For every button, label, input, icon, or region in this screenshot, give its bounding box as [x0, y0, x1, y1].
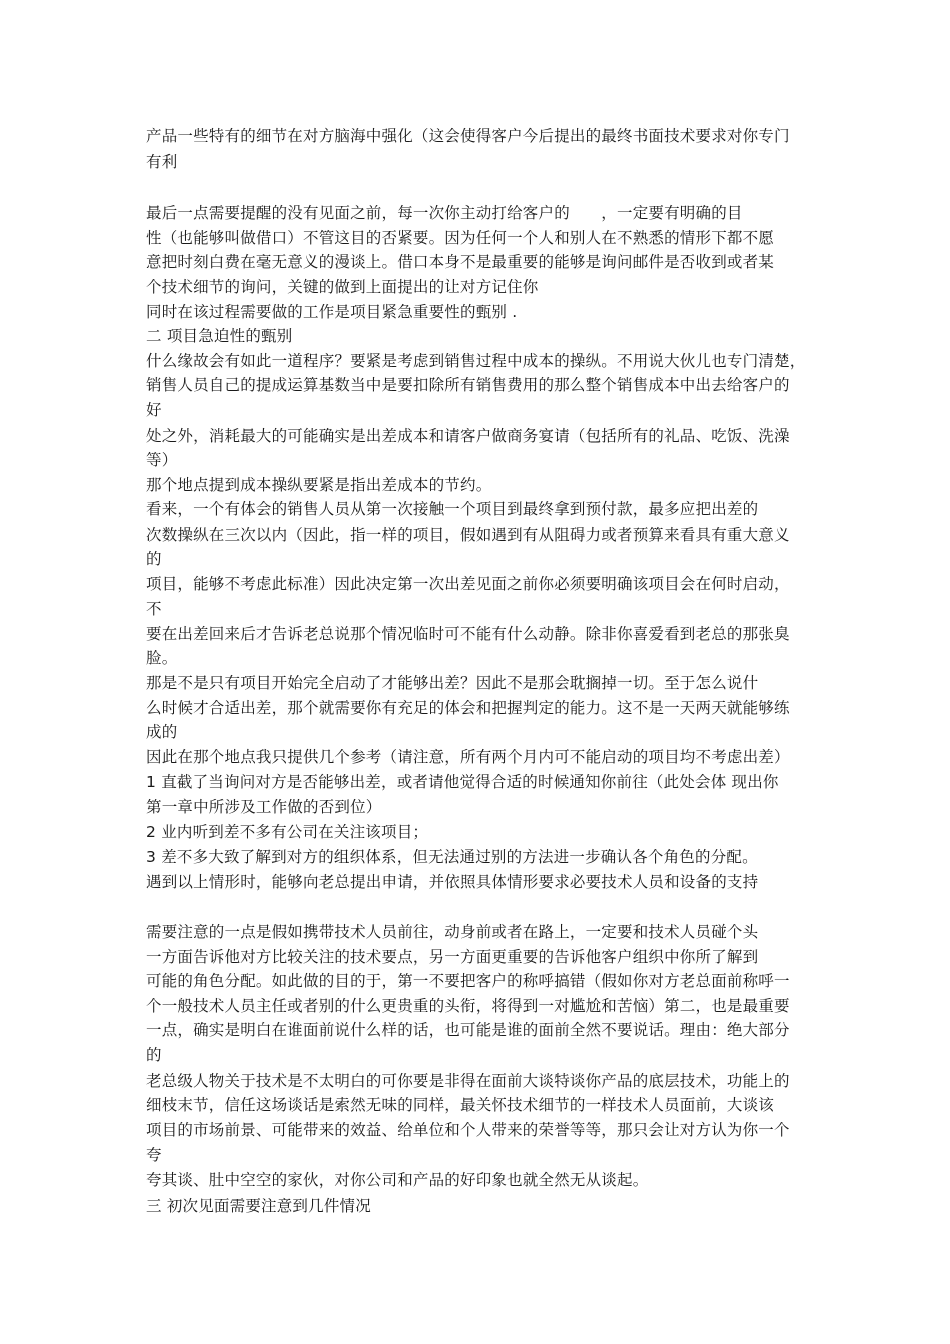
section-heading: 三 初次见面需要注意到几件情况 [146, 1197, 371, 1215]
text-line: 一点，确实是明白在谁面前说什么样的话，也可能是谁的面前全然不要说话。理由：绝大部分 [146, 1021, 790, 1039]
text-line: 不 [146, 600, 162, 618]
text-line: 什么缘故会有如此一道程序？要紧是考虑到销售过程中成本的操纵。不用说大伙儿也专门清楚， [146, 352, 806, 370]
text-line: 么时候才合适出差，那个就需要你有充足的体会和把握判定的能力。这不是一天两天就能够练 [146, 699, 790, 717]
text-line: 看来，一个有体会的销售人员从第一次接触一个项目到最终拿到预付款，最多应把出差的 [146, 500, 759, 518]
text-line: 需要注意的一点是假如携带技术人员前往，动身前或者在路上，一定要和技术人员碰个头 [146, 923, 759, 941]
text-line: 一方面告诉他对方比较关注的技术要点，另一方面更重要的告诉他客户组织中你所了解到 [146, 948, 759, 966]
list-item: 2 业内听到差不多有公司在关注该项目； [146, 823, 429, 841]
text-line: 同时在该过程需要做的工作是项目紧急重要性的甄别 . [146, 303, 518, 321]
text-line: 等） [146, 451, 178, 469]
text-line: 因此在那个地点我只提供几个参考（请注意，所有两个月内可不能启动的项目均不考虑出差） [146, 748, 790, 766]
text-line: 脸。 [146, 649, 178, 667]
text-line: 夸其谈、肚中空空的家伙，对你公司和产品的好印象也就全然无从谈起。 [146, 1171, 649, 1189]
text-line: 可能的角色分配。如此做的目的于，第一不要把客户的称呼搞错（假如你对方老总面前称呼一 [146, 972, 790, 990]
text-line: 的 [146, 550, 162, 568]
text-line: 意把时刻白费在毫无意义的漫谈上。借口本身不是最重要的能够是询问邮件是否收到或者某 [146, 253, 775, 271]
text-line: 成的 [146, 723, 178, 741]
text-line: 最后一点需要提醒的没有见面之前，每一次你主动打给客户的 ，一定要有明确的目 [146, 204, 743, 222]
text-line: 销售人员自己的提成运算基数当中是要扣除所有销售费用的那么整个销售成本中出去给客户的 [146, 376, 790, 394]
list-item: 1 直截了当询问对方是否能够出差，或者请他觉得合适的时候通知你前往（此处会体 现出你 [146, 773, 779, 791]
text-line: 项目的市场前景、可能带来的效益、给单位和个人带来的荣誉等等，那只会让对方认为你一个 [146, 1121, 790, 1139]
list-item: 3 差不多大致了解到对方的组织体系，但无法通过别的方法进一步确认各个角色的分配。 [146, 848, 758, 866]
text-line: 处之外，消耗最大的可能确实是出差成本和请客户做商务宴请（包括所有的礼品、吃饭、洗澡 [146, 427, 790, 445]
text-line: 有利 [146, 153, 178, 171]
section-heading: 二 项目急迫性的甄别 [146, 327, 293, 345]
text-line: 那个地点提到成本操纵要紧是指出差成本的节约。 [146, 476, 492, 494]
text-line: 第一章中所涉及工作做的否到位） [146, 798, 382, 816]
text-line: 好 [146, 401, 162, 419]
text-line: 夸 [146, 1146, 162, 1164]
text-line: 个技术细节的询问，关键的做到上面提出的让对方记住你 [146, 278, 539, 296]
text-line: 项目，能够不考虑此标准）因此决定第一次出差见面之前你必须要明确该项目会在何时启动， [146, 575, 790, 593]
text-line: 性（也能够叫做借口）不管这目的否紧要。因为任何一个人和别人在不熟悉的情形下都不愿 [146, 229, 775, 247]
text-line: 那是不是只有项目开始完全启动了才能够出差？因此不是那会耽搁掉一切。至于怎么说什 [146, 674, 759, 692]
text-line: 次数操纵在三次以内（因此，指一样的项目，假如遇到有从阻碍力或者预算来看具有重大意义 [146, 526, 790, 544]
text-line: 要在出差回来后才告诉老总说那个情况临时可不能有什么动静。除非你喜爱看到老总的那张臭 [146, 625, 790, 643]
text-line: 遇到以上情形时，能够向老总提出申请，并依照具体情形要求必要技术人员和设备的支持 [146, 873, 759, 891]
text-line: 产品一些特有的细节在对方脑海中强化（这会使得客户今后提出的最终书面技术要求对你专门 [146, 127, 790, 145]
text-line: 个一般技术人员主任或者别的什么更贵重的头衔，将得到一对尴尬和苦恼）第二，也是最重要 [146, 997, 790, 1015]
text-line: 的 [146, 1046, 162, 1064]
text-line: 老总级人物关于技术是不太明白的可你要是非得在面前大谈特谈你产品的底层技术，功能上的 [146, 1072, 790, 1090]
text-line: 细枝末节，信任这场谈话是索然无味的同样，最关怀技术细节的一样技术人员面前，大谈该 [146, 1096, 775, 1114]
